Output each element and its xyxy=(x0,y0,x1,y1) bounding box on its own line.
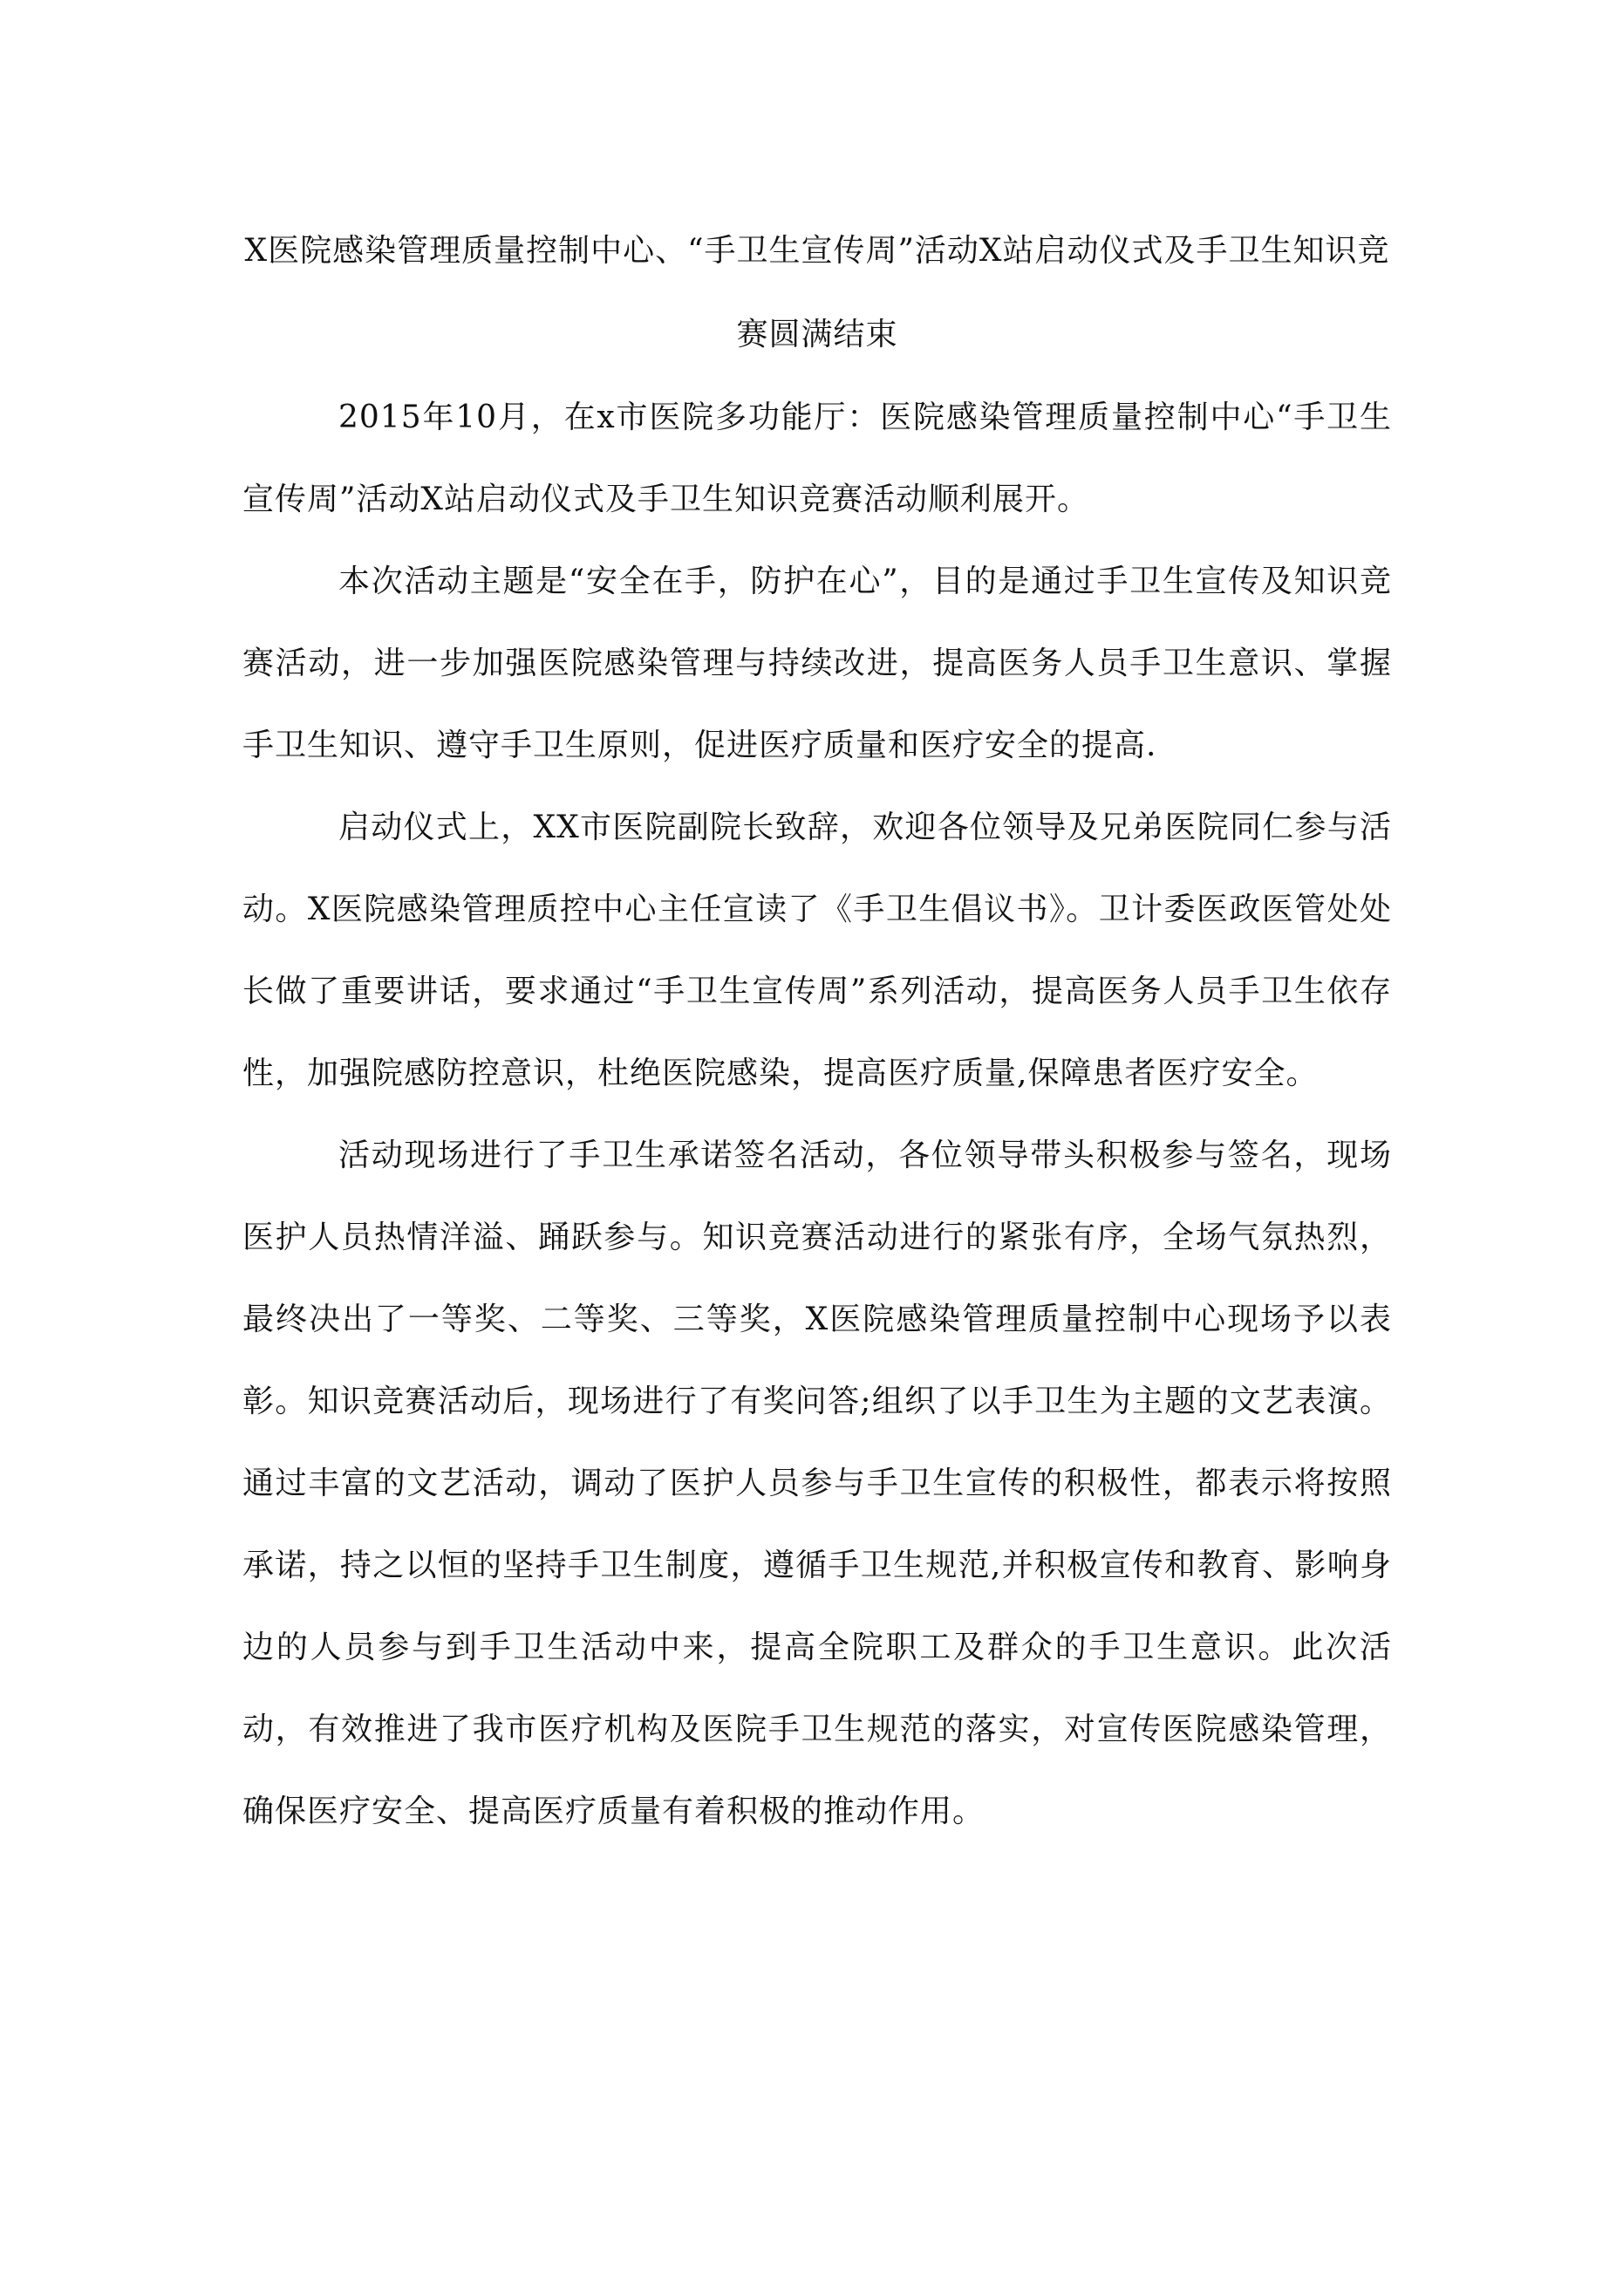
document-title: X医院感染管理质量控制中心、“手卫生宣传周”活动X站启动仪式及手卫生知识竞赛圆满结束 xyxy=(244,233,1390,352)
paragraph-2: 本次活动主题是“安全在手，防护在心”，目的是通过手卫生宣传及知识竞赛活动，进一步加强医院感染管理与持续改进，提高医务人员手卫生意识、掌握手卫生知识、遵守手卫生原则，促进医疗质量和医疗安全的提高. xyxy=(242,564,1392,763)
paragraph-3: 启动仪式上，XX市医院副院长致辞，欢迎各位领导及兄弟医院同仁参与活动。X医院感染管理质控中心主任宣读了《手卫生倡议书》。卫计委医政医管处处长做了重要讲话，要求通过“手卫生宣传周”系列活动，提高医务人员手卫生依存性，加强院感防控意识，杜绝医院感染，提高医疗质量,保障患者医疗安全。 xyxy=(242,810,1392,1091)
paragraph-1: 2015年10月，在x市医院多功能厅：医院感染管理质量控制中心“手卫生宣传周”活动X站启动仪式及手卫生知识竞赛活动顺利展开。 xyxy=(242,400,1392,517)
document-body xyxy=(242,209,1392,1853)
paragraph-4: 活动现场进行了手卫生承诺签名活动，各位领导带头积极参与签名，现场医护人员热情洋溢、踊跃参与。知识竞赛活动进行的紧张有序，全场气氛热烈，最终决出了一等奖、二等奖、三等奖，X医院感染管理质量控制中心现场予以表彰。知识竞赛活动后，现场进行了有奖问答;组织了以手卫生为主题的文艺表演。通过丰富的文艺活动，调动了医护人员参与手卫生宣传的积极性，都表示将按照承诺，持之以恒的坚持手卫生制度，遵循手卫生规范,并积极宣传和教育、影响身边的人员参与到手卫生活动中来，提高全院职工及群众的手卫生意识。此次活动，有效推进了我市医疗机构及医院手卫生规范的落实，对宣传医院感染管理，确保医疗安全、提高医疗质量有着积极的推动作用。 xyxy=(242,1138,1392,1829)
